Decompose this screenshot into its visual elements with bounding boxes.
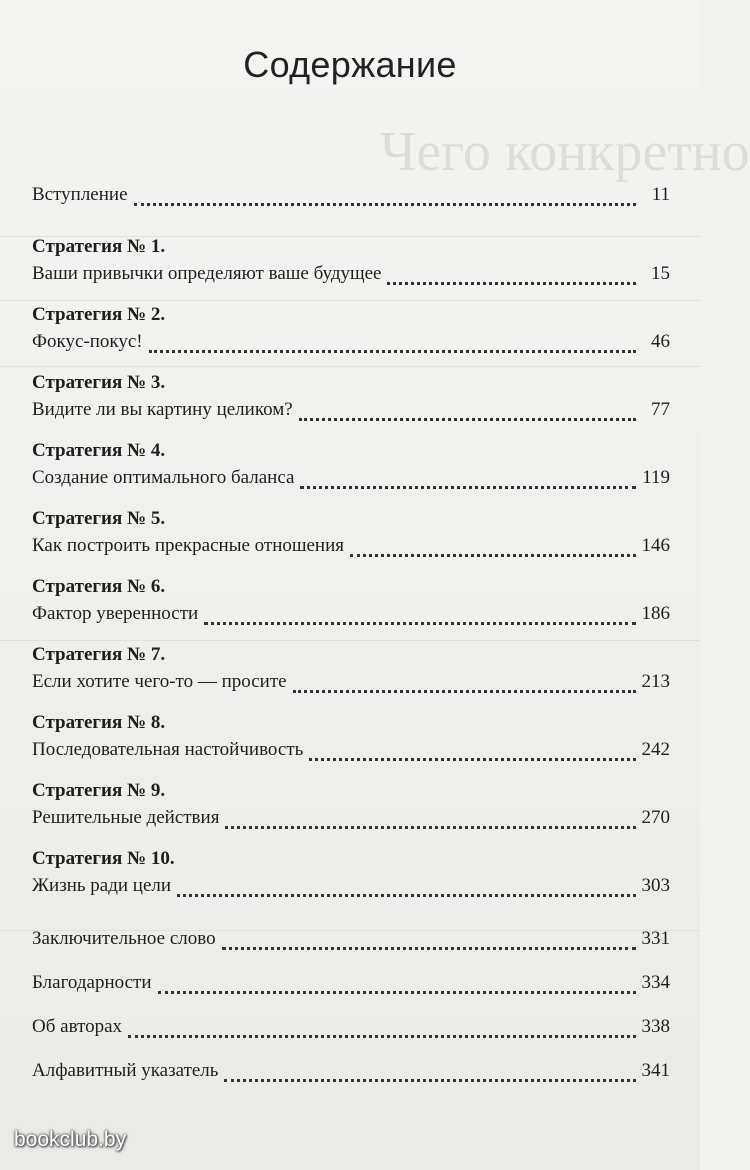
toc-entry-page: 186 bbox=[641, 603, 670, 624]
dot-leader bbox=[128, 1033, 635, 1038]
dot-leader bbox=[134, 201, 636, 206]
toc-entry-strategy-7[interactable] bbox=[32, 671, 670, 697]
toc-entry-intro[interactable] bbox=[32, 184, 670, 210]
toc-entry-strategy-1[interactable] bbox=[32, 263, 670, 289]
dot-leader bbox=[204, 620, 635, 625]
toc-entry-label: Об авторах bbox=[32, 1016, 123, 1037]
toc-entry-label: Создание оптимального баланса bbox=[32, 467, 295, 488]
dot-leader bbox=[222, 945, 636, 950]
toc-entry-label: Благодарности bbox=[32, 972, 152, 993]
toc-entry-label: Вступление bbox=[32, 184, 128, 205]
toc-entry-about-authors[interactable] bbox=[32, 1016, 670, 1042]
toc-entry-closing-word[interactable] bbox=[32, 928, 670, 954]
toc-entry-strategy-8[interactable] bbox=[32, 739, 670, 765]
strategy-heading: Стратегия № 7. bbox=[32, 644, 166, 665]
toc-entry-page: 15 bbox=[651, 263, 670, 284]
strategy-heading: Стратегия № 5. bbox=[32, 508, 166, 529]
toc-entry-page: 77 bbox=[651, 399, 670, 420]
dot-leader bbox=[387, 280, 636, 285]
toc-entry-index[interactable] bbox=[32, 1060, 670, 1086]
toc-entry-page: 270 bbox=[641, 807, 670, 828]
dot-leader bbox=[350, 552, 635, 557]
toc-entry-label: Ваши привычки определяют ваше будущее bbox=[32, 263, 382, 284]
bleed-through-line bbox=[0, 366, 700, 367]
strategy-heading: Стратегия № 8. bbox=[32, 712, 166, 733]
toc-entry-page: 119 bbox=[642, 467, 670, 488]
toc-entry-page: 242 bbox=[641, 739, 670, 760]
toc-entry-label: Решительные действия bbox=[32, 807, 220, 828]
toc-entry-page: 46 bbox=[651, 331, 670, 352]
dot-leader bbox=[149, 348, 636, 353]
toc-entry-page: 213 bbox=[641, 671, 670, 692]
toc-entry-strategy-6[interactable] bbox=[32, 603, 670, 629]
dot-leader bbox=[299, 416, 636, 421]
dot-leader bbox=[177, 892, 635, 897]
toc-entry-label: Алфавитный указатель bbox=[32, 1060, 219, 1081]
strategy-heading: Стратегия № 9. bbox=[32, 780, 166, 801]
toc-entry-strategy-5[interactable] bbox=[32, 535, 670, 561]
toc-entry-strategy-4[interactable] bbox=[32, 467, 670, 493]
toc-entry-strategy-2[interactable] bbox=[32, 331, 670, 357]
bleed-through-text: Чего конкретно bbox=[380, 121, 750, 183]
strategy-heading: Стратегия № 2. bbox=[32, 304, 166, 325]
strategy-heading: Стратегия № 6. bbox=[32, 576, 166, 597]
toc-entry-strategy-3[interactable] bbox=[32, 399, 670, 425]
bleed-through-line bbox=[0, 300, 700, 301]
strategy-heading: Стратегия № 10. bbox=[32, 848, 175, 869]
dot-leader bbox=[158, 989, 636, 994]
dot-leader bbox=[309, 756, 635, 761]
toc-entry-label: Заключительное слово bbox=[32, 928, 216, 949]
toc-entry-label: Фокус-покус! bbox=[32, 331, 143, 352]
toc-entry-strategy-10[interactable] bbox=[32, 875, 670, 901]
toc-entry-label: Фактор уверенности bbox=[32, 603, 199, 624]
dot-leader bbox=[224, 1077, 635, 1082]
toc-entry-label: Как построить прекрасные отношения bbox=[32, 535, 345, 556]
toc-entry-label: Последовательная настойчивость bbox=[32, 739, 304, 760]
watermark: bookclub.by bbox=[14, 1128, 127, 1151]
dot-leader bbox=[225, 824, 635, 829]
toc-entry-page: 338 bbox=[641, 1016, 670, 1037]
bleed-through-line bbox=[0, 640, 700, 641]
toc-entry-label: Если хотите чего-то — просите bbox=[32, 671, 287, 692]
toc-entry-acknowledgements[interactable] bbox=[32, 972, 670, 998]
toc-entry-page: 341 bbox=[641, 1060, 670, 1081]
toc-entry-strategy-9[interactable] bbox=[32, 807, 670, 833]
dot-leader bbox=[300, 484, 636, 489]
toc-entry-label: Жизнь ради цели bbox=[32, 875, 172, 896]
dot-leader bbox=[293, 688, 636, 693]
page-title: Содержание bbox=[243, 44, 457, 85]
toc-entry-page: 334 bbox=[641, 972, 670, 993]
toc-entry-page: 303 bbox=[641, 875, 670, 896]
strategy-heading: Стратегия № 1. bbox=[32, 236, 166, 257]
toc-entry-label: Видите ли вы картину целиком? bbox=[32, 399, 293, 420]
toc-entry-page: 331 bbox=[641, 928, 670, 949]
strategy-heading: Стратегия № 4. bbox=[32, 440, 166, 461]
toc-entry-page: 11 bbox=[651, 184, 670, 205]
toc-entry-page: 146 bbox=[641, 535, 670, 556]
strategy-heading: Стратегия № 3. bbox=[32, 372, 166, 393]
